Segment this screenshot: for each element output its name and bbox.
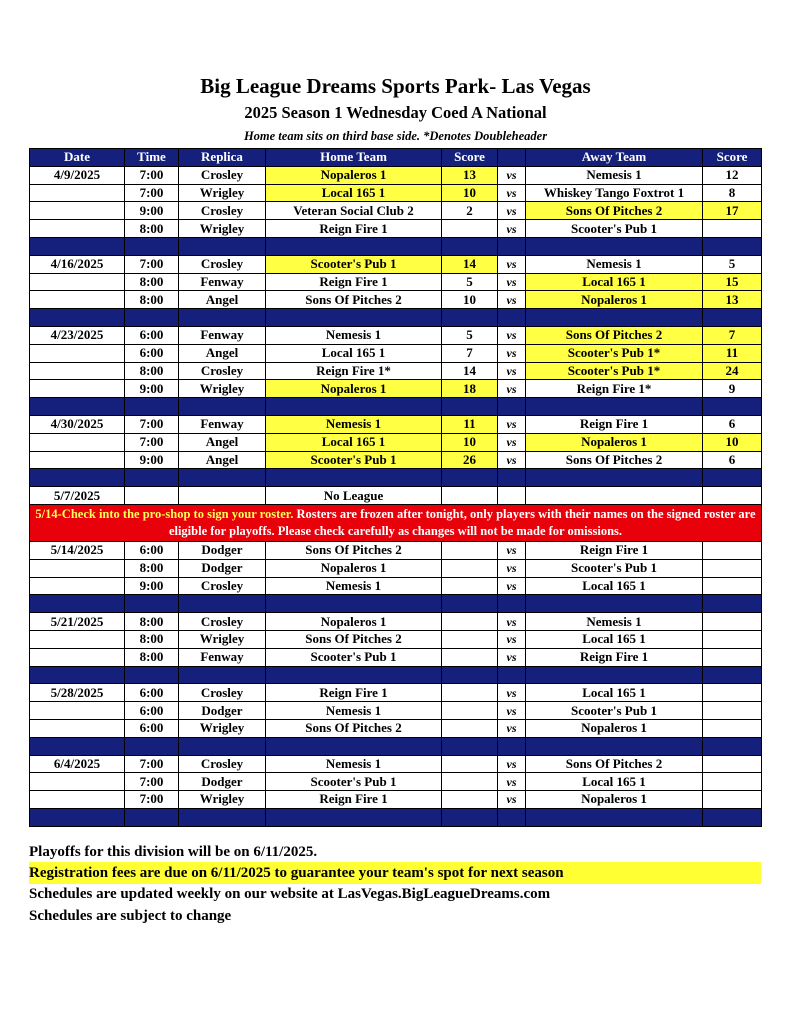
home-score: 14 [442, 362, 498, 380]
away-team: Scooter's Pub 1 [526, 559, 703, 577]
vs-label: vs [498, 451, 526, 469]
game-row [30, 648, 762, 666]
game-time: 8:00 [125, 559, 179, 577]
home-score: 2 [442, 202, 498, 220]
game-time: 9:00 [125, 202, 179, 220]
away-score [703, 220, 762, 238]
game-field: Crosley [179, 255, 266, 273]
vs-label: vs [498, 648, 526, 666]
away-score: 13 [703, 291, 762, 309]
game-field: Crosley [179, 362, 266, 380]
game-date [30, 559, 125, 577]
game-time: 6:00 [125, 541, 179, 559]
game-row [30, 415, 762, 433]
home-score: 13 [442, 166, 498, 184]
away-team: Reign Fire 1* [526, 380, 703, 398]
away-score [703, 613, 762, 631]
away-score: 12 [703, 166, 762, 184]
home-score: 18 [442, 380, 498, 398]
home-team: Reign Fire 1 [266, 220, 442, 238]
game-date [30, 202, 125, 220]
away-score [703, 773, 762, 791]
away-score: 24 [703, 362, 762, 380]
disclaimer-note: Schedules are subject to change [29, 908, 232, 924]
game-row [30, 684, 762, 702]
game-field: Crosley [179, 202, 266, 220]
away-score: 11 [703, 344, 762, 362]
away-team: Local 165 1 [526, 577, 703, 595]
away-score: 9 [703, 380, 762, 398]
game-row [30, 380, 762, 398]
away-score: 6 [703, 451, 762, 469]
page-note: Home team sits on third base side. *Denotes Doubleheader [243, 129, 548, 143]
home-team: Nopaleros 1 [266, 613, 442, 631]
home-team: Nopaleros 1 [266, 380, 442, 398]
game-row [30, 291, 762, 309]
game-time: 8:00 [125, 362, 179, 380]
game-row [30, 755, 762, 773]
game-field: Crosley [179, 577, 266, 595]
game-row [30, 433, 762, 451]
vs-label: vs [498, 202, 526, 220]
home-score: 7 [442, 344, 498, 362]
away-team: Reign Fire 1 [526, 541, 703, 559]
away-team: Scooter's Pub 1* [526, 362, 703, 380]
vs-label: vs [498, 326, 526, 344]
vs-label: vs [498, 702, 526, 720]
away-score: 15 [703, 273, 762, 291]
game-row [30, 202, 762, 220]
home-team: Scooter's Pub 1 [266, 773, 442, 791]
game-row [30, 613, 762, 631]
vs-label: vs [498, 166, 526, 184]
col-header-away-score: Score [703, 149, 762, 167]
vs-label: vs [498, 791, 526, 809]
home-team: Nemesis 1 [266, 326, 442, 344]
away-team: Nemesis 1 [526, 166, 703, 184]
game-time: 8:00 [125, 273, 179, 291]
vs-label: vs [498, 630, 526, 648]
vs-label: vs [498, 773, 526, 791]
game-time: 6:00 [125, 684, 179, 702]
vs-label: vs [498, 255, 526, 273]
game-row [30, 630, 762, 648]
away-team: Sons Of Pitches 2 [526, 202, 703, 220]
game-date [30, 577, 125, 595]
game-field: Fenway [179, 273, 266, 291]
away-team: Sons Of Pitches 2 [526, 451, 703, 469]
away-score: 6 [703, 415, 762, 433]
game-date: 5/21/2025 [30, 613, 125, 631]
game-date [30, 362, 125, 380]
home-team: Nopaleros 1 [266, 166, 442, 184]
game-field: Angel [179, 451, 266, 469]
game-time: 7:00 [125, 184, 179, 202]
game-field: Angel [179, 344, 266, 362]
home-score [442, 648, 498, 666]
vs-label: vs [498, 684, 526, 702]
vs-label: vs [498, 433, 526, 451]
game-row [30, 166, 762, 184]
game-row [30, 451, 762, 469]
away-team: Scooter's Pub 1* [526, 344, 703, 362]
away-score: 8 [703, 184, 762, 202]
away-team: Scooter's Pub 1 [526, 702, 703, 720]
home-score: 5 [442, 326, 498, 344]
away-team: Local 165 1 [526, 273, 703, 291]
game-row [30, 791, 762, 809]
schedule-body-early [30, 166, 762, 486]
game-row [30, 344, 762, 362]
game-date [30, 433, 125, 451]
game-row [30, 541, 762, 559]
roster-notice-lead: 5/14-Check into the pro-shop to sign your roster. [35, 506, 294, 521]
no-league-text: No League [266, 487, 442, 505]
home-score: 10 [442, 184, 498, 202]
playoffs-note: Playoffs for this division will be on 6/11/2025. [29, 844, 318, 860]
game-row [30, 255, 762, 273]
registration-note: Registration fees are due on 6/11/2025 to guarantee your team's spot for next season [29, 862, 761, 884]
away-team: Scooter's Pub 1 [526, 220, 703, 238]
home-team: Local 165 1 [266, 433, 442, 451]
away-score [703, 630, 762, 648]
game-time: 6:00 [125, 719, 179, 737]
game-time: 8:00 [125, 220, 179, 238]
vs-label: vs [498, 719, 526, 737]
vs-label: vs [498, 220, 526, 238]
home-score: 26 [442, 451, 498, 469]
home-score [442, 577, 498, 595]
game-time: 7:00 [125, 433, 179, 451]
away-team: Whiskey Tango Foxtrot 1 [526, 184, 703, 202]
roster-notice-text: Rosters are frozen after tonight, only players with their names on the signed roster are eligible for playoffs. Please check carefully as changes will not be made for omissions. [168, 506, 756, 538]
game-date: 4/16/2025 [30, 255, 125, 273]
game-field: Wrigley [179, 184, 266, 202]
game-time: 8:00 [125, 613, 179, 631]
game-date: 5/28/2025 [30, 684, 125, 702]
game-time: 7:00 [125, 773, 179, 791]
away-score [703, 719, 762, 737]
game-row [30, 702, 762, 720]
game-time: 8:00 [125, 630, 179, 648]
away-score: 5 [703, 255, 762, 273]
away-team: Local 165 1 [526, 684, 703, 702]
vs-label: vs [498, 577, 526, 595]
game-row [30, 559, 762, 577]
game-time: 9:00 [125, 451, 179, 469]
game-date [30, 719, 125, 737]
game-field: Fenway [179, 648, 266, 666]
game-row [30, 326, 762, 344]
away-team: Nemesis 1 [526, 255, 703, 273]
home-team: Reign Fire 1 [266, 791, 442, 809]
away-team: Nopaleros 1 [526, 719, 703, 737]
week-separator [30, 808, 762, 826]
home-team: Scooter's Pub 1 [266, 451, 442, 469]
game-time: 7:00 [125, 166, 179, 184]
game-field: Wrigley [179, 719, 266, 737]
home-team: Local 165 1 [266, 344, 442, 362]
home-score [442, 630, 498, 648]
game-date: 4/30/2025 [30, 415, 125, 433]
away-team: Local 165 1 [526, 630, 703, 648]
game-date [30, 630, 125, 648]
col-header-away-team: Away Team [526, 149, 703, 167]
vs-label: vs [498, 291, 526, 309]
home-team: Nemesis 1 [266, 755, 442, 773]
game-field: Wrigley [179, 220, 266, 238]
schedule-table [29, 148, 762, 827]
home-team: Nemesis 1 [266, 577, 442, 595]
game-date [30, 451, 125, 469]
game-time: 8:00 [125, 291, 179, 309]
week-separator [30, 237, 762, 255]
game-date: 4/9/2025 [30, 166, 125, 184]
game-field: Dodger [179, 773, 266, 791]
game-field: Dodger [179, 702, 266, 720]
home-team: Sons Of Pitches 2 [266, 630, 442, 648]
game-row [30, 719, 762, 737]
away-team: Reign Fire 1 [526, 648, 703, 666]
website-note: Schedules are updated weekly on our website at LasVegas.BigLeagueDreams.com [29, 886, 551, 902]
game-date [30, 773, 125, 791]
home-score [442, 773, 498, 791]
game-date [30, 791, 125, 809]
home-team: Sons Of Pitches 2 [266, 719, 442, 737]
game-field: Crosley [179, 755, 266, 773]
game-time: 7:00 [125, 755, 179, 773]
game-date [30, 380, 125, 398]
game-field: Wrigley [179, 791, 266, 809]
game-time: 8:00 [125, 648, 179, 666]
game-field: Dodger [179, 559, 266, 577]
away-score [703, 648, 762, 666]
home-score [442, 719, 498, 737]
away-score [703, 791, 762, 809]
vs-label: vs [498, 344, 526, 362]
away-score [703, 702, 762, 720]
away-team: Nopaleros 1 [526, 433, 703, 451]
week-separator [30, 666, 762, 684]
away-team: Local 165 1 [526, 773, 703, 791]
home-score [442, 220, 498, 238]
game-row [30, 577, 762, 595]
away-team: Reign Fire 1 [526, 415, 703, 433]
home-team: Scooter's Pub 1 [266, 648, 442, 666]
away-score: 17 [703, 202, 762, 220]
roster-notice-row [30, 504, 762, 541]
home-score [442, 541, 498, 559]
game-field: Angel [179, 433, 266, 451]
col-header-replica: Replica [179, 149, 266, 167]
col-header-home-team: Home Team [266, 149, 442, 167]
game-field: Wrigley [179, 630, 266, 648]
away-score [703, 577, 762, 595]
away-score [703, 541, 762, 559]
vs-label: vs [498, 613, 526, 631]
home-team: Scooter's Pub 1 [266, 255, 442, 273]
game-field: Crosley [179, 684, 266, 702]
away-score [703, 559, 762, 577]
home-score: 14 [442, 255, 498, 273]
game-row [30, 220, 762, 238]
game-field: Crosley [179, 613, 266, 631]
away-team: Nopaleros 1 [526, 291, 703, 309]
vs-label: vs [498, 755, 526, 773]
header-row [30, 149, 762, 167]
away-score [703, 755, 762, 773]
away-score: 10 [703, 433, 762, 451]
col-header-date: Date [30, 149, 125, 167]
game-field: Fenway [179, 326, 266, 344]
home-team: Local 165 1 [266, 184, 442, 202]
home-team: Sons Of Pitches 2 [266, 541, 442, 559]
game-field: Wrigley [179, 380, 266, 398]
game-date: 4/23/2025 [30, 326, 125, 344]
week-separator [30, 595, 762, 613]
schedule-body-late [30, 541, 762, 826]
game-date [30, 184, 125, 202]
home-score: 10 [442, 433, 498, 451]
col-header-vs [498, 149, 526, 167]
week-separator [30, 469, 762, 487]
home-score [442, 702, 498, 720]
home-team: Nopaleros 1 [266, 559, 442, 577]
game-date: 6/4/2025 [30, 755, 125, 773]
home-score [442, 684, 498, 702]
home-team: Nemesis 1 [266, 415, 442, 433]
vs-label: vs [498, 559, 526, 577]
game-field: Angel [179, 291, 266, 309]
week-separator [30, 737, 762, 755]
game-field: Dodger [179, 541, 266, 559]
home-score: 5 [442, 273, 498, 291]
home-score: 11 [442, 415, 498, 433]
game-date [30, 291, 125, 309]
no-league-section [30, 487, 762, 542]
game-time: 6:00 [125, 326, 179, 344]
game-time: 6:00 [125, 702, 179, 720]
away-team: Nemesis 1 [526, 613, 703, 631]
home-score [442, 791, 498, 809]
home-score [442, 613, 498, 631]
page-title: Big League Dreams Sports Park- Las Vegas [200, 74, 591, 98]
game-date [30, 273, 125, 291]
roster-notice [30, 504, 762, 541]
week-separator [30, 309, 762, 327]
game-date [30, 702, 125, 720]
game-time: 6:00 [125, 344, 179, 362]
home-team: Reign Fire 1 [266, 684, 442, 702]
home-team: Reign Fire 1* [266, 362, 442, 380]
away-score [703, 684, 762, 702]
home-team: Veteran Social Club 2 [266, 202, 442, 220]
vs-label: vs [498, 184, 526, 202]
col-header-home-score: Score [442, 149, 498, 167]
week-separator [30, 398, 762, 416]
vs-label: vs [498, 273, 526, 291]
game-time: 7:00 [125, 255, 179, 273]
no-league-date: 5/7/2025 [30, 487, 125, 505]
col-header-time: Time [125, 149, 179, 167]
game-date: 5/14/2025 [30, 541, 125, 559]
game-time: 9:00 [125, 577, 179, 595]
page-subtitle: 2025 Season 1 Wednesday Coed A National [244, 103, 547, 122]
away-team: Sons Of Pitches 2 [526, 326, 703, 344]
vs-label: vs [498, 380, 526, 398]
game-row [30, 273, 762, 291]
away-team: Nopaleros 1 [526, 791, 703, 809]
home-team: Reign Fire 1 [266, 273, 442, 291]
game-date [30, 220, 125, 238]
home-team: Sons Of Pitches 2 [266, 291, 442, 309]
game-row [30, 184, 762, 202]
vs-label: vs [498, 362, 526, 380]
away-score: 7 [703, 326, 762, 344]
game-field: Fenway [179, 415, 266, 433]
home-score [442, 755, 498, 773]
vs-label: vs [498, 415, 526, 433]
away-team: Sons Of Pitches 2 [526, 755, 703, 773]
vs-label: vs [498, 541, 526, 559]
home-score: 10 [442, 291, 498, 309]
game-time: 9:00 [125, 380, 179, 398]
no-league-row [30, 487, 762, 505]
game-row [30, 773, 762, 791]
home-team: Nemesis 1 [266, 702, 442, 720]
game-date [30, 648, 125, 666]
home-score [442, 559, 498, 577]
game-row [30, 362, 762, 380]
game-time: 7:00 [125, 415, 179, 433]
game-date [30, 344, 125, 362]
game-field: Crosley [179, 166, 266, 184]
game-time: 7:00 [125, 791, 179, 809]
